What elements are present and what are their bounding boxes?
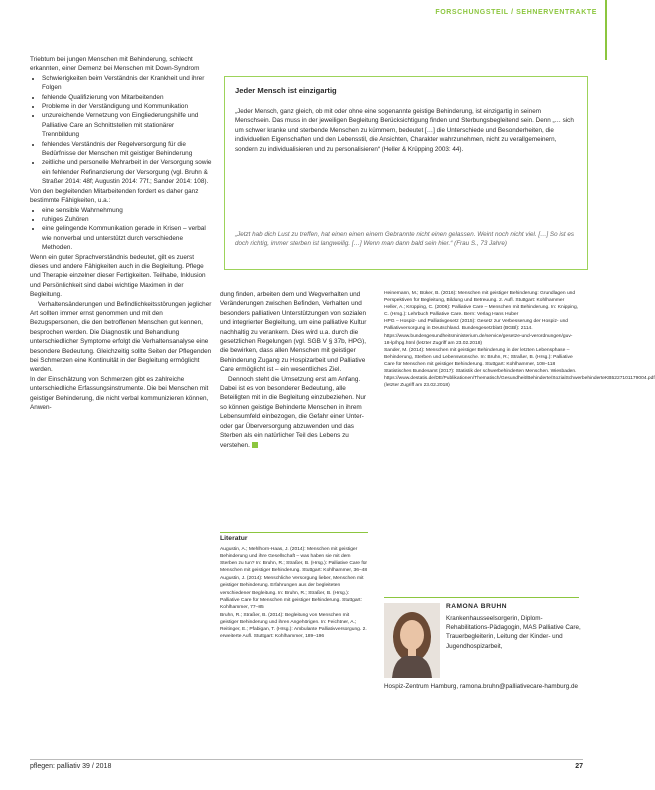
accent-rule xyxy=(605,0,607,60)
literature-rule xyxy=(220,532,368,533)
list-item: • eine gelingende Kommunikation gerade in Krisen – verbal wie nonverbal und unterstützt durch verschiedene Methoden. xyxy=(42,224,212,252)
list-item: • Schwierigkeiten beim Verständnis der Krankheit und ihrer Folgen xyxy=(42,74,212,93)
list-item: • Probleme in der Verständigung und Kommunikation xyxy=(42,102,212,111)
reference-item: Heinemann, M.; Büker, B. (2016): Menschen mit geistiger Behinderung: Grundlagen und Perspektiven für Begleitung, Bildung und Betreuung. 2. Aufl. Stuttgart: Kohlhammer xyxy=(384,291,576,304)
reference-item: Bruhn, R.; Straßer, B. (2014): Begleitung von Menschen mit geistiger Behinderung und ihren Angehörigen. In: Feichtner, A.; Reitinger, E.; Pfabigan, T. (Hrsg.): Ambulante Palliativversorgung. 2. erweiterte Aufl. Stuttgart: Kohlhammer, 189–196 xyxy=(220,612,367,640)
reference-item: Augustin, A.; Mehlhorn-Haas, J. (2014): Menschen mit geistiger Behinderung und ihre Gesellschaft – was haben sie mit dem Sterben zu tun? In: Bruhn, R.; Straßer, B. (Hrsg.): Palliative Care für Menschen mit geistiger Behinderung. Stuttgart: Kohlhammer, 36–48 xyxy=(220,547,368,574)
col1-paragraph: Wenn ein guter Sprachverständnis bedeutet, gilt es zuerst dieses und andere Fähigkeiten auch in die Begleitung. Pflege und Therapie einzelner dieser Fertigkeiten. Teilhabe, Inklusion und Persönlichkeit sind dabei wichtige Maximen in der Begleitung. xyxy=(30,253,206,299)
col2-paragraph-text: Dennoch steht die Umsetzung erst am Anfang. Dabei ist es von besonderer Bedeutung, alle Beteiligten mit in die Begleitung einzubeziehen. Nur so können geistige Behinderte Menschen in ihrem Lebensumfeld einbezogen, die Gefahr einer Unter- oder gar Überversorgung abzuwenden und das Sterben als ein natürlicher Teil des Lebens zu verstehen. xyxy=(220,375,367,449)
literature-list xyxy=(220,546,368,641)
info-box-title: Jeder Mensch ist einzigartig xyxy=(235,86,337,95)
reference-item: Heller, A.; Krüpping, C. (2006): Palliative Care – Menschen mit Behinderung. In: Knipping, C. (Hrsg.): Lehrbuch Palliative Care. Bern: Verlag Hans Huber xyxy=(384,305,579,318)
end-mark-icon xyxy=(252,442,258,448)
column-left xyxy=(30,55,212,412)
portrait-image xyxy=(384,603,440,678)
reference-item: Statistisches Bundesamt (2017): Statistik der schwerbehinderten Menschen. Wiesbaden. https://www.destatis.de/DE/Publikationen/Thematisch/Gesundheit/Behinderte/SozialSchwerbehinderteKB5227101179004.pdf (letzter Zugriff am 23.02.2018) xyxy=(384,369,655,389)
col1-mid: Von den begleitenden Mitarbeitenden fordert es daher ganz bestimmte Fähigkeiten, u.a.: xyxy=(30,187,199,205)
info-box xyxy=(224,76,588,270)
reference-item: Augustin, J. (2014): Menschliche Versorgung lieber, Menschen mit geistiger Behinderung. Erfahrungen aus der begleiteten verschiedener Begleitung. In: Bruhn, R.; Straßer, B. (Hrsg.): Palliative Care für Menschen mit geistiger Behinderung. Stuttgart: Kohlhammer, 77–85 xyxy=(220,576,364,610)
column-right-references xyxy=(384,290,655,389)
footer-rule xyxy=(30,759,583,760)
section-header: FORSCHUNGSTEIL / SEHNERVENTRAKTE xyxy=(435,9,597,16)
list-item: • unzureichende Vernetzung von Eingliederungshilfe und Palliative Care an Schnittstellen mit stationärer Trennbildung xyxy=(42,111,212,139)
list-item: • fehlende Qualifizierung von Mitarbeitenden xyxy=(42,93,212,102)
col1-paragraph: In der Einschätzung von Schmerzen gibt es zahlreiche unterschiedliche Erfassungsinstrumente. Die bei Menschen mit geistiger Behinderung, die nicht verbal kommunizieren können, Anwen- xyxy=(30,375,209,412)
literature-heading: Literatur xyxy=(220,535,248,542)
footer-publication: pflegen: palliativ 39 / 2018 xyxy=(30,763,112,770)
reference-item: HPG – Hospiz- und Palliativgesetz (2015): Gesetz zur Verbesserung der Hospiz- und Palliativversorgung in Deutschland. Bundesgesetzblatt (BGBl): 2114. https://www.bundesgesundheitsministerium.de/service/gesetze-und-verordnungen/guv-18-lp/hpg.html (letzter Zugriff am 23.02.2018) xyxy=(384,319,573,346)
col1-bullets-1 xyxy=(30,74,212,187)
col1-intro: Triebtum bei jungen Menschen mit Behinderung, schlecht erkannten, einer Demenz bei Menschen mit Down-Syndrom xyxy=(30,56,200,73)
author-photo xyxy=(384,603,440,678)
author-rule xyxy=(384,597,579,598)
column-middle xyxy=(220,290,368,450)
author-name: RAMONA BRUHN xyxy=(446,603,508,610)
list-item: • eine sensible Wahrnehmung xyxy=(42,206,212,215)
list-item: • zeitliche und personelle Mehrarbeit in der Versorgung sowie ein fehlender Refinanzierung der Versorgung (vgl. Bruhn & Straßer 2014: 48f; Augustin 2014: 77f.; Sander 2014: 108). xyxy=(42,158,212,186)
col2-paragraph: dung finden, arbeiten dem und Wegverhalten und Veränderungen zwischen Befinden, Verhalten und besonders palliativen Unterstützungen von sozialen und integrierter Begleitung, um eine palliative Kultur nachhaltig zu verankern. Dies wird u.a. durch die gesetzlichen Regelungen (vgl. SGB V § 37b, HPG), die bewirken, dass allen Menschen mit geistiger Behinderung Zugang zu Hospizarbeit und Palliative Care ermöglicht ist – ein wesentliches Ziel. xyxy=(220,291,367,374)
list-item: • fehlendes Verständnis der Regelversorgung für die Bedürfnisse der Menschen mit geistiger Behinderung xyxy=(42,140,212,159)
page-number: 27 xyxy=(575,763,583,770)
reference-item: Sander, M. (2014): Menschen mit geistiger Behinderung in der letzten Lebensphase – Behinderung, Sterben und Lebenswünsche. In: Bruhn, R.; Straßer, B. (Hrsg.): Palliative Care für Menschen mit geistiger Behinderung. Stuttgart: Kohlhammer, 108–118 xyxy=(384,347,573,367)
list-item: • ruhiges Zuhören xyxy=(42,215,212,224)
col1-bullets-2 xyxy=(30,206,212,253)
col2-paragraph xyxy=(220,375,368,450)
info-box-quote: „Jetzt hab dich Lust zu treffen, hat einen einen einem Gebrannte nicht einen gelassen. Weint noch nicht viel. […] So ist es doch richtig, immer sterben ist langweilig. […] Wenn man dann bald sein hier.“ (Frau S., 73 Jahre) xyxy=(235,231,575,248)
info-box-body: „Jeder Mensch, ganz gleich, ob mit oder ohne eine sogenannte geistige Behinderung, ist einzigartig in seinem Menschsein. Das muss in der jeweiligen Begleitung Berücksichtigung finden und Sterbungsbegleitend sein. Denn „… sich um schwer kranke und sterbende Menschen zu kümmern, bedeutet […] die Unterschiede und Besonderheiten, die individuellen Eigenschaften und den Lebensstil, die Ansichten, Charakter wahrzunehmen, nicht zu verallgemeinern, sondern zu individualisieren und zu personalisieren“ (Heller & Krüpping 2003: 44). xyxy=(235,108,574,153)
author-contact: Hospiz-Zentrum Hamburg, ramona.bruhn@palliativecare-hamburg.de xyxy=(384,683,578,690)
author-bio: Krankenhausseelsorgerin, Diplom-Rehabilitations-Pädagogin, MAS Palliative Care, Trauerbegleiterin, Leitung der Kinder- und Jugendhospizarbeit, xyxy=(446,615,581,650)
col1-paragraph: Verhaltensänderungen und Befindlichkeitsstörungen jeglicher Art sollten immer ernst genommen und mit den Bezugspersonen, die den betroffenen Menschen gut kennen, besprochen werden. Die Diagnostik und Behandlung unterschiedlicher Symptome erfolgt die Verhaltensanalyse eine besondere Bedeutung. Gleichzeitig sollte Seiten der Pflegenden bei Schmerzen eine Kontinuität in der Begleitung ermöglicht werden. xyxy=(30,300,212,374)
